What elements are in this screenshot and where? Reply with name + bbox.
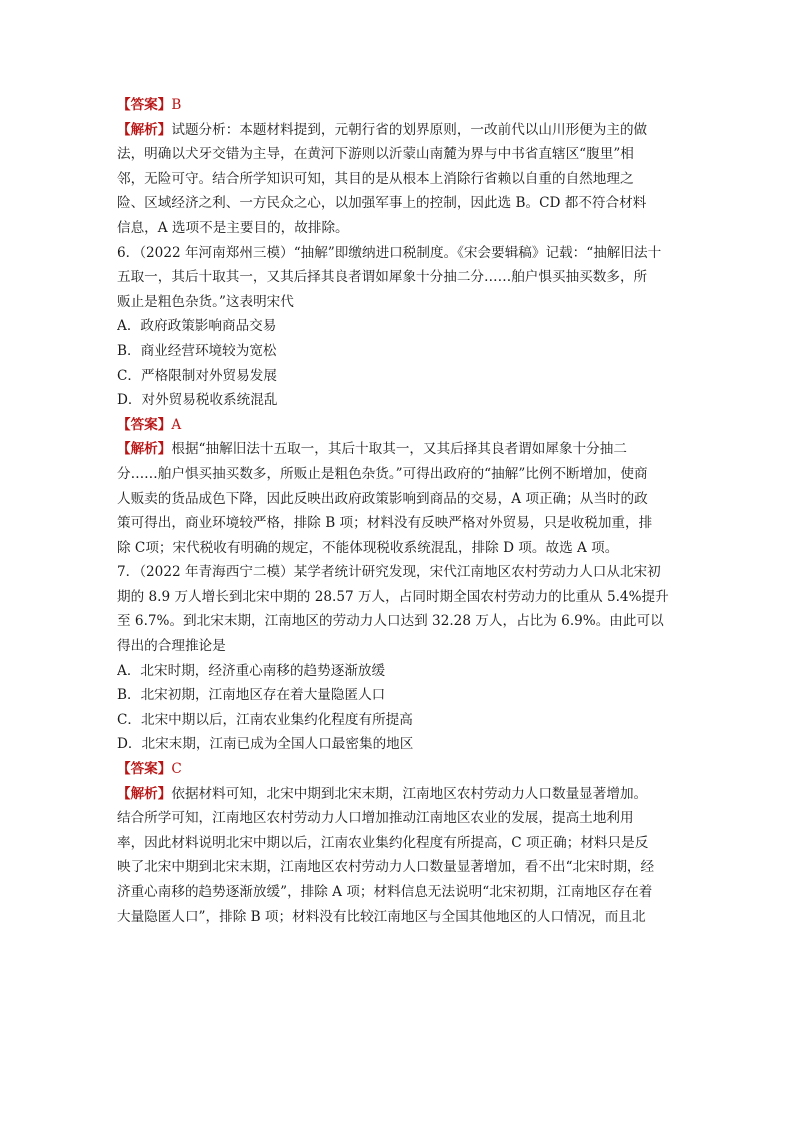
q5-analysis-line-3: 邻，无险可守。结合所学知识可知，其目的是从根本上消除行省赖以自重的自然地理之 xyxy=(117,170,634,187)
q7-analysis-line-4: 映了北宋中期到北宋末期，江南地区农村劳动力人口数量显著增加，看不出“北宋时期，经 xyxy=(117,859,655,876)
q6-option-c: C．严格限制对外贸易发展 xyxy=(117,367,277,384)
q6-option-a: A．政府政策影响商品交易 xyxy=(117,318,277,335)
q7-analysis-text: 依据材料可知，北宋中期到北宋末期，江南地区农村劳动力人口数量显著增加。 xyxy=(171,785,648,802)
q6-analysis-line-4: 策可得出，商业环境较严格，排除 B 项；材料没有反映严格对外贸易，只是收税加重，排 xyxy=(117,515,653,532)
q7-analysis-line-5: 济重心南移的趋势逐渐放缓”，排除 A 项；材料信息无法说明“北宋初期，江南地区存在着 xyxy=(117,884,653,900)
q7-stem-line-4: 得出的合理推论是 xyxy=(117,638,226,655)
q5-analysis-line-4: 险、区域经济之利、一方民众之心，以加强军事上的控制，因此选 B。CD 都不符合材料 xyxy=(117,195,647,212)
q7-analysis-line-3: 率，因此材料说明北宋中期以后，江南农业集约化程度有所提高，C 项正确；材料只是反 xyxy=(117,834,649,851)
q5-answer-value: B xyxy=(171,97,182,113)
answer-label: 【答案】 xyxy=(117,761,172,778)
q7-analysis-line-2: 结合所学可知，江南地区农村劳动力人口增加推动江南地区农业的发展，提高土地利用 xyxy=(117,810,634,827)
q5-analysis-line-1 xyxy=(117,118,682,143)
answer-label: 【答案】 xyxy=(117,97,172,113)
q7-stem-line-1: 7．（2022 年青海西宁二模）某学者统计研究发现，宋代江南地区农村劳动力人口从北宋初 xyxy=(117,564,661,581)
analysis-label: 【解析】 xyxy=(117,441,172,458)
q7-answer-value: C xyxy=(171,761,182,778)
q7-answer-line xyxy=(117,757,682,782)
q6-analysis-text: 根据“抽解旧法十五取一，其后十取其一，又其后择其良者谓如犀象十分抽二 xyxy=(171,441,627,458)
q7-stem-line-3: 至 6.7%。到北宋末期，江南地区的劳动力人口达到 32.28 万人，占比为 6.9%。由此可以 xyxy=(117,613,664,630)
q5-analysis-line-2: 法，明确以犬牙交错为主导，在黄河下游则以沂蒙山南麓为界与中书省直辖区“腹里”相 xyxy=(117,146,634,163)
q6-analysis-line-5: 除 C项；宋代税收有明确的规定，不能体现税收系统混乱，排除 D 项。故选 A 项。 xyxy=(117,539,619,556)
q5-answer-line xyxy=(117,93,682,118)
document-page xyxy=(117,93,682,929)
q6-answer-line xyxy=(117,413,682,438)
q7-analysis-line-6: 大量隐匿人口”，排除 B 项；材料没有比较江南地区与全国其他地区的人口情况，而且北 xyxy=(117,908,646,925)
q7-stem-line-2: 期的 8.9 万人增长到北宋中期的 28.57 万人，占同时期全国农村劳动力的比重从 5.4%提升 xyxy=(117,588,669,605)
q6-stem-line-1: 6．（2022 年河南郑州三模）“抽解”即缴纳进口税制度。《宋会要辑稿》记载：“抽解旧法十 xyxy=(117,244,662,261)
q6-analysis-line-2: 分……舶户惧买抽买数多，所贩止是粗色杂货。”可得出政府的“抽解”比例不断增加，使商 xyxy=(117,465,648,482)
q5-analysis-text: 试题分析：本题材料提到，元朝行省的划界原则，一改前代以山川形便为主的做 xyxy=(171,121,648,138)
q6-analysis-line-3: 人贩卖的货品成色下降，因此反映出政府政策影响到商品的交易，A 项正确；从当时的政 xyxy=(117,490,648,507)
q5-analysis-line-5: 信息，A 选项不是主要目的，故排除。 xyxy=(117,219,349,236)
q6-option-b: B．商业经营环境较为宽松 xyxy=(117,342,277,359)
q7-option-b: B．北宋初期，江南地区存在着大量隐匿人口 xyxy=(117,687,386,704)
q7-option-d: D．北宋末期，江南已成为全国人口最密集的地区 xyxy=(117,736,414,753)
q6-option-d: D．对外贸易税收系统混乱 xyxy=(117,392,278,409)
analysis-label: 【解析】 xyxy=(117,121,172,138)
q7-option-c: C．北宋中期以后，江南农业集约化程度有所提高 xyxy=(117,711,413,728)
q6-stem-line-3: 贩止是粗色杂货。”这表明宋代 xyxy=(117,293,294,310)
analysis-label: 【解析】 xyxy=(117,785,172,802)
q7-option-a: A．北宋时期，经济重心南移的趋势逐渐放缓 xyxy=(117,662,386,679)
q6-stem-line-2: 五取一，其后十取其一，又其后择其良者谓如犀象十分抽二分……舶户惧买抽买数多，所 xyxy=(117,269,648,286)
q6-analysis-line-1 xyxy=(117,437,682,462)
answer-label: 【答案】 xyxy=(117,416,172,433)
q6-answer-value: A xyxy=(171,416,182,433)
q7-analysis-line-1 xyxy=(117,782,682,807)
